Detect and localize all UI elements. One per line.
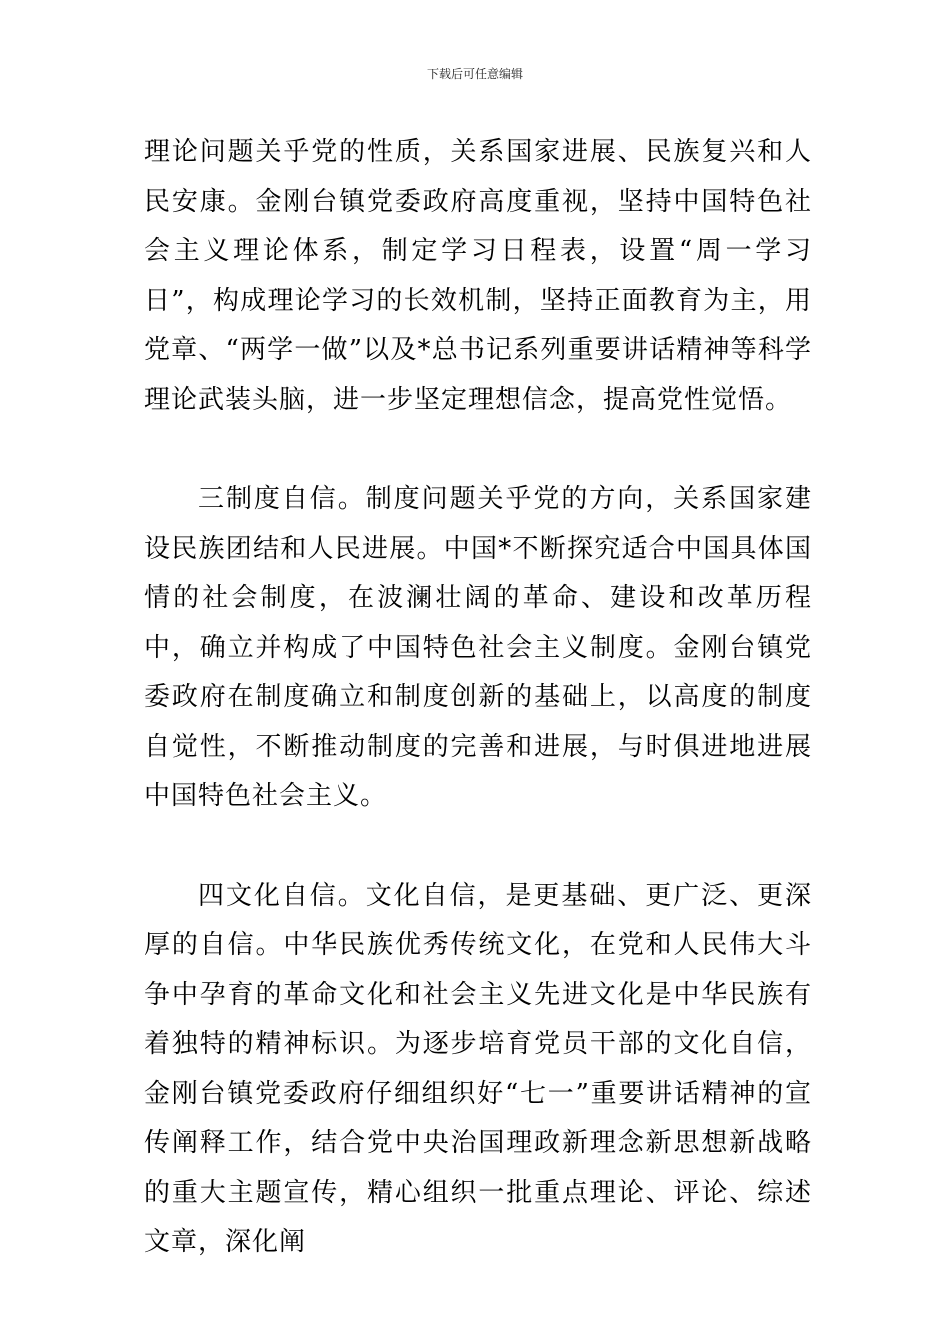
paragraph-spacer <box>144 822 812 872</box>
page-header: 下载后可任意编辑 <box>426 67 523 81</box>
paragraph-theory: 理论问题关乎党的性质，关系国家进展、民族复兴和人民安康。金刚台镇党委政府高度重视，坚持中国特色社会主义理论体系，制定学习日程表，设置“周一学习日”，构成理论学习的长效机制，坚持正面教育为主，用党章、“两学一做”以及*总书记系列重要讲话精神等科学理论武装头脑，进一步坚定理想信念，提高党性觉悟。 <box>144 137 812 415</box>
paragraph-institutional-confidence: 三制度自信。制度问题关乎党的方向，关系国家建设民族团结和人民进展。中国*不断探究适合中国具体国情的社会制度，在波澜壮阔的革命、建设和改革历程中，确立并构成了中国特色社会主义制度。金刚台镇党委政府在制度确立和制度创新的基础上，以高度的制度自觉性，不断推动制度的完善和进展，与时俱进地进展中国特色社会主义。 <box>144 484 812 811</box>
paragraph-cultural-confidence: 四文化自信。文化自信，是更基础、更广泛、更深厚的自信。中华民族优秀传统文化，在党和人民伟大斗争中孕育的革命文化和社会主义先进文化是中华民族有着独特的精神标识。为逐步培育党员干部的文化自信，金刚台镇党委政府仔细组织好“七一”重要讲话精神的宣传阐释工作，结合党中央治国理政新理念新思想新战略的重大主题宣传，精心组织一批重点理论、评论、综述文章，深化阐 <box>144 880 812 1257</box>
paragraph-spacer <box>144 425 812 475</box>
document-body <box>144 128 812 1268</box>
